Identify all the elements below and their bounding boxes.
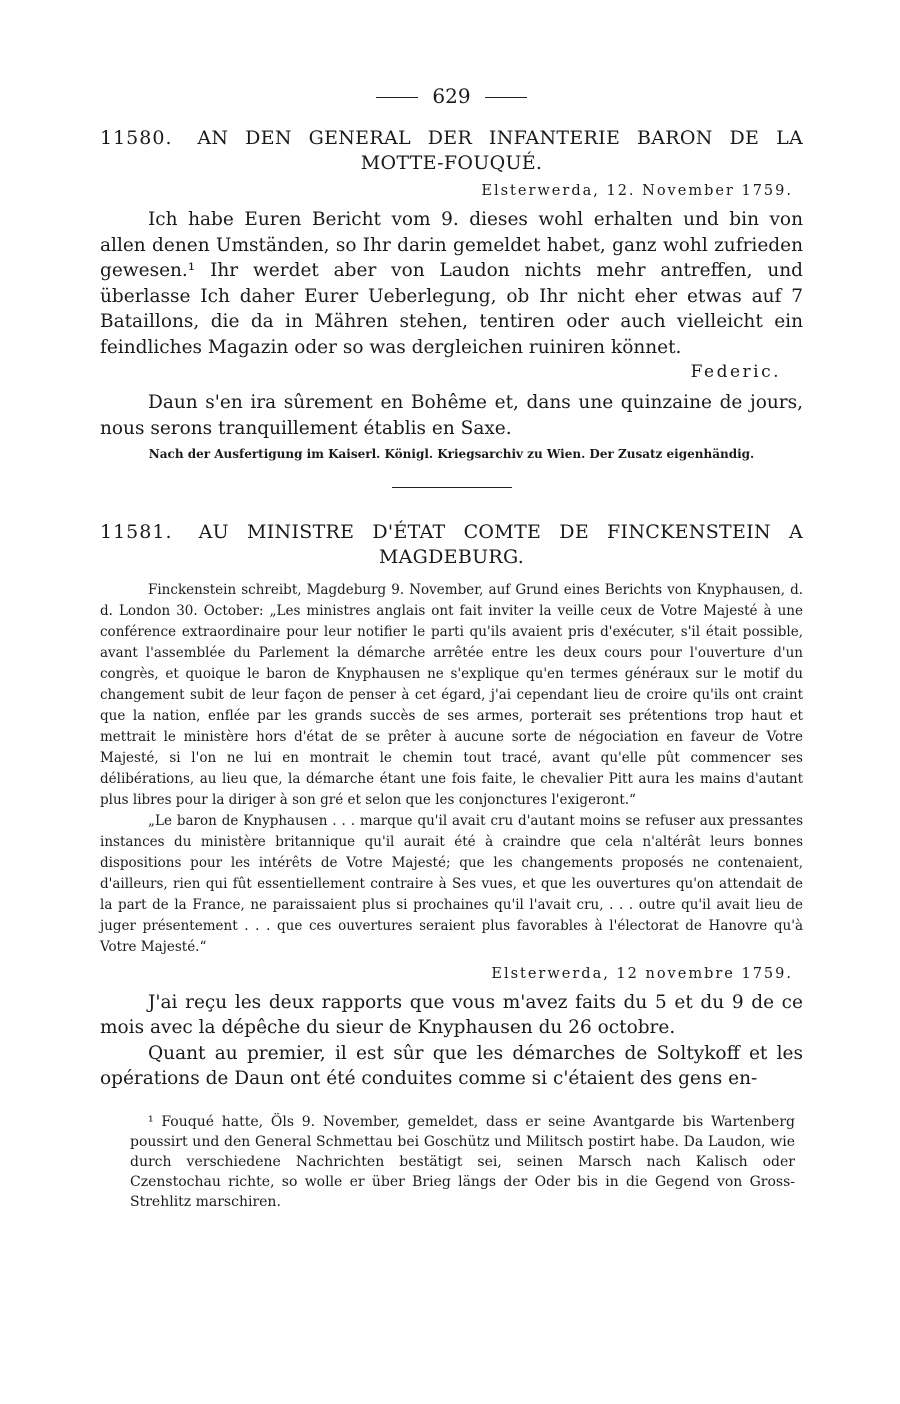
place-date: Elsterwerda, 12. November 1759. — [481, 183, 793, 200]
footnote-text: ¹ Fouqué hatte, Öls 9. November, gemeldet, dass er seine Avantgarde bis Wartenberg poussirt und den General Schmettau bei Goschütz und Militsch postirt habe. Da Laudon, wie durch verschiedene Nachrichten bestätigt sei, seinen Marsch nach Kalisch oder Czenstochau richte, so wolle er über Brieg längs der Oder bis in die Gegend von Gross-Strehlitz marschiren. — [130, 1113, 795, 1210]
source-note: Nach der Ausfertigung im Kaiserl. Königl. Kriegsarchiv zu Wien. Der Zusatz eigenhändig. — [148, 447, 755, 462]
paragraph: „Le baron de Knyphausen . . . marque qu'il avait cru d'autant moins se refuser aux pressantes instances du ministère britannique qu'il aurait été à craindre que cela n'altérât leurs bonnes dispositions pour les intérêts de Votre Majesté; que les changements proposés ne contenaient, d'ailleurs, rien qui fût essentiellement contraire à Ses vues, et que les ouvertures qu'on attendait de la part de la France, ne paraissaient plus si prochaines qu'il l'avait cru, . . . outre qu'il avait lieu de juger présentement . . . que ces ouvertures seraient plus favorables à l'électorat de Hanovre qu'à Votre Majesté.“ — [100, 812, 803, 955]
summary — [100, 580, 803, 958]
section-divider — [392, 487, 512, 488]
letter-body — [100, 207, 803, 360]
place-date: Elsterwerda, 12 novembre 1759. — [491, 965, 793, 982]
paragraph: Ich habe Euren Bericht vom 9. dieses wohl erhalten und bin von allen denen Umständen, so Ihr darin gemeldet habet, ganz wohl zufrieden gewesen.¹ Ihr werdet aber von Laudon nichts mehr antreffen, und überlasse Ich daher Eurer Ueberlegung, ob Ihr nicht eher etwas auf 7 Bataillons, die da in Mähren stehen, tentiren oder auch vielleicht ein feindliches Magazin oder so was dergleichen ruiniren könnet. — [100, 209, 803, 358]
letter-heading — [100, 126, 803, 175]
page-number — [100, 84, 803, 108]
paragraph: Daun s'en ira sûrement en Bohême et, dans une quinzaine de jours, nous serons tranquillement établis en Saxe. — [100, 392, 803, 439]
letter-title: AU MINISTRE D'ÉTAT COMTE DE FINCKENSTEIN A MAGDEBURG. — [198, 521, 803, 569]
footnote — [100, 1112, 803, 1212]
letter-title: AN DEN GENERAL DER INFANTERIE BARON DE LA MOTTE-FOUQUÉ. — [197, 127, 804, 174]
postscript — [100, 390, 803, 441]
divider — [376, 97, 418, 98]
letter-body — [100, 990, 803, 1092]
letter-number: 11580. — [100, 127, 173, 149]
signature: Federic. — [690, 362, 781, 383]
letter-number: 11581. — [100, 521, 173, 544]
letter-heading — [100, 520, 803, 569]
document-page — [100, 84, 803, 1212]
paragraph: J'ai reçu les deux rapports que vous m'avez faits du 5 et du 9 de ce mois avec la dépêche du sieur de Knyphausen du 26 octobre. — [100, 991, 803, 1039]
page-number-text: 629 — [432, 84, 471, 108]
divider — [485, 97, 527, 98]
paragraph: Quant au premier, il est sûr que les démarches de Soltykoff et les opérations de Daun ont été conduites comme si c'étaient des gens en- — [100, 1042, 803, 1090]
paragraph: Finckenstein schreibt, Magdeburg 9. November, auf Grund eines Berichts von Knyphausen, d. d. London 30. October: „Les ministres anglais ont fait inviter la veille ceux de Votre Majesté à une conférence extraordinaire pour leur notifier le parti qu'ils avaient pris d'exécuter, s'il était possible, avant l'assemblée du Parlement la démarche arrêtée entre les deux cours pour l'ouverture d'un congrès, et quoique le baron de Knyphausen ne s'explique qu'en termes généraux sur le motif du changement subit de leur façon de penser à cet égard, j'ai cependant lieu de croire qu'ils ont craint que la nation, enflée par les grands succès de ses armes, porterait ses prétentions trop haut et mettrait le ministère hors d'état de se prêter à aucune sorte de négociation en faveur de Votre Majesté, si l'on ne lui en montrait le chemin tout tracé, avant qu'elle pût commencer ses délibérations, au lieu que, la démarche étant une fois faite, le chevalier Pitt aura les mains d'autant plus libres pour la diriger à son gré et selon que les conjonctures l'exigeront.“ — [100, 581, 803, 808]
